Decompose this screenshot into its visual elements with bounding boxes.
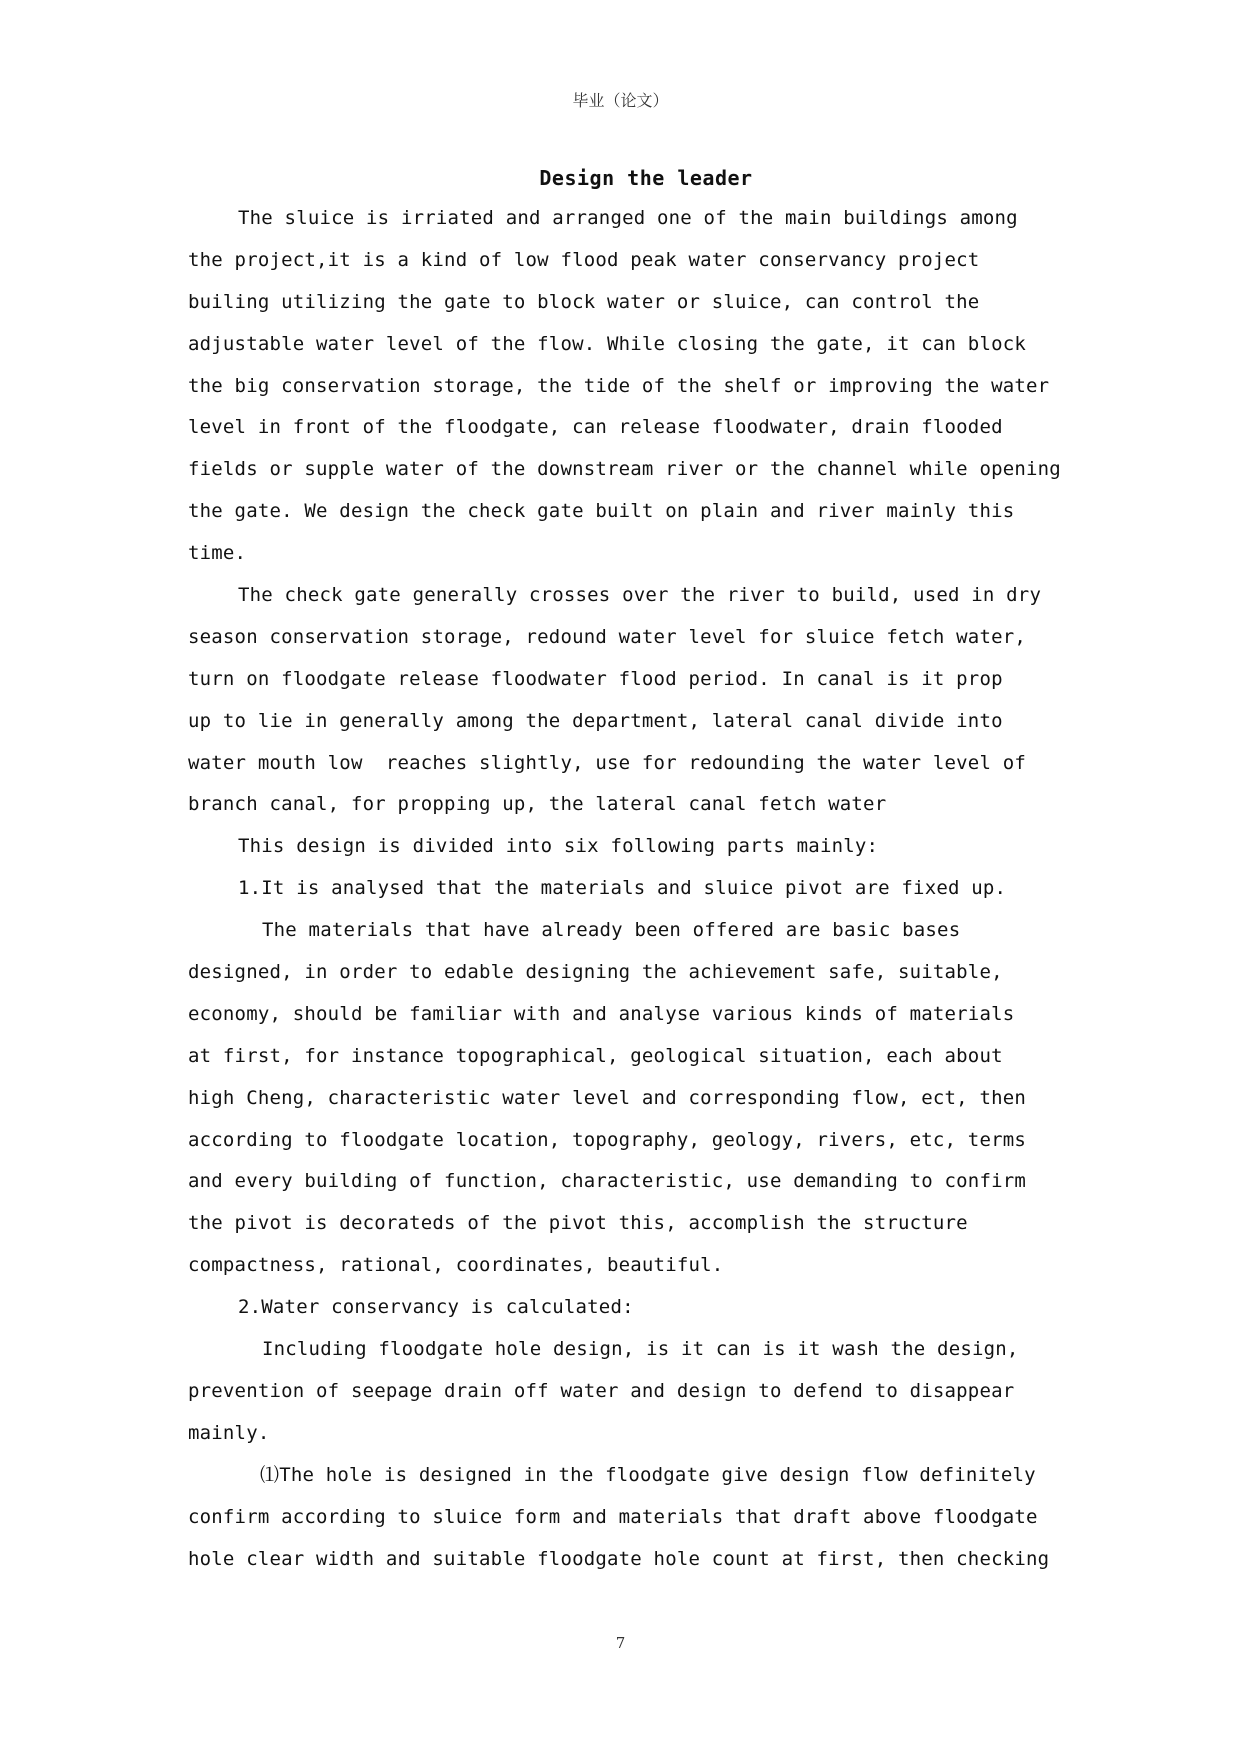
- list-item-heading: 2.Water conservancy is calculated:: [238, 1296, 634, 1319]
- document-body: [188, 158, 1061, 1580]
- text-line: the pivot is decorateds of the pivot this, accomplish the structure: [188, 1212, 968, 1235]
- text-line: adjustable water level of the flow. While closing the gate, it can block: [188, 332, 1027, 355]
- text-line: confirm according to sluice form and materials that draft above floodgate: [188, 1505, 1038, 1528]
- text-line: compactness, rational, coordinates, beautiful.: [188, 1254, 724, 1277]
- text-line: high Cheng, characteristic water level and corresponding flow, ect, then: [188, 1086, 1027, 1109]
- text-line: hole clear width and suitable floodgate hole count at first, then checking: [188, 1547, 1050, 1570]
- text-line: economy, should be familiar with and analyse various kinds of materials: [188, 1002, 1015, 1025]
- text-line: mainly.: [188, 1421, 270, 1444]
- text-line: ⑴The hole is designed in the floodgate give design flow definitely: [260, 1463, 1036, 1486]
- page-number: 7: [615, 1634, 626, 1652]
- text-line: season conservation storage, redound water level for sluice fetch water,: [188, 625, 1027, 648]
- text-line: The materials that have already been offered are basic bases: [262, 919, 961, 942]
- text-line: fields or supple water of the downstream river or the channel while opening: [188, 458, 1061, 481]
- text-line: The check gate generally crosses over the river to build, used in dry: [238, 584, 1042, 607]
- text-line: Including floodgate hole design, is it can is it wash the design,: [262, 1338, 1019, 1361]
- text-line: the gate. We design the check gate built on plain and river mainly this: [188, 500, 1015, 523]
- page-header: 毕业（论文）: [572, 91, 669, 110]
- text-line: at first, for instance topographical, geological situation, each about: [188, 1044, 1003, 1067]
- text-line: according to floodgate location, topography, geology, rivers, etc, terms: [188, 1128, 1027, 1151]
- text-line: The sluice is irriated and arranged one of the main buildings among: [238, 207, 1018, 229]
- text-line: turn on floodgate release floodwater flood period. In canal is it prop: [188, 667, 1003, 690]
- text-line: branch canal, for propping up, the lateral canal fetch water: [188, 793, 887, 816]
- text-line: This design is divided into six following parts mainly:: [238, 835, 879, 858]
- text-line: and every building of function, characteristic, use demanding to confirm: [188, 1170, 1027, 1193]
- text-line: up to lie in generally among the department, lateral canal divide into: [188, 709, 1003, 732]
- text-line: the project,it is a kind of low flood peak water conservancy project: [188, 248, 980, 271]
- text-line: builing utilizing the gate to block water or sluice, can control the: [188, 290, 980, 313]
- text-line: designed, in order to edable designing the achievement safe, suitable,: [188, 961, 1003, 984]
- text-line: the big conservation storage, the tide of the shelf or improving the water: [188, 374, 1050, 397]
- text-line: water mouth low reaches slightly, use for redounding the water level of: [188, 751, 1027, 774]
- text-line: time.: [188, 542, 247, 565]
- list-item-heading: 1.It is analysed that the materials and sluice pivot are fixed up.: [238, 877, 1007, 900]
- document-title: Design the leader: [539, 166, 753, 190]
- text-line: level in front of the floodgate, can release floodwater, drain flooded: [188, 416, 1003, 439]
- text-line: prevention of seepage drain off water and design to defend to disappear: [188, 1379, 1015, 1402]
